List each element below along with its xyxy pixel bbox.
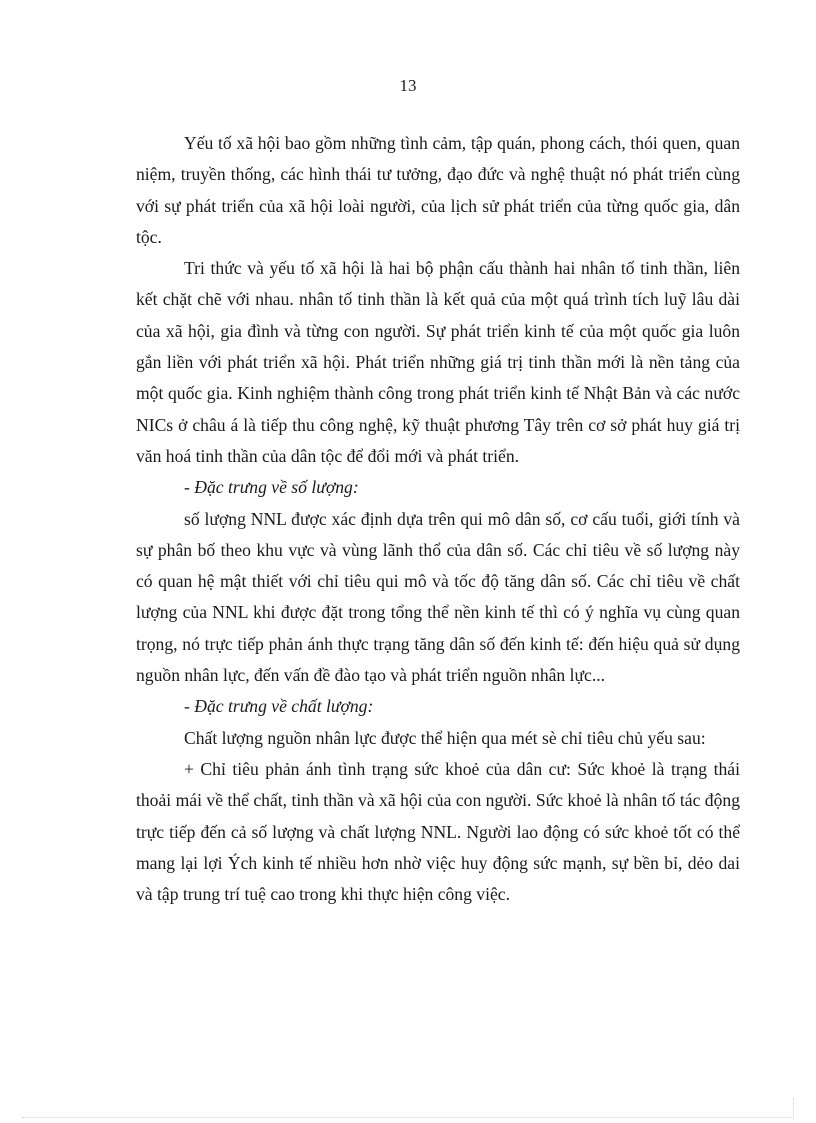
paragraph-health-indicator: + Chỉ tiêu phản ánh tình trạng sức khoẻ của dân cư: Sức khoẻ là trạng thái thoải mái về thể chất, tinh thần và xã hội của con người. Sức khoẻ là nhân tố tác động trực tiếp đến cả số lượng và chất lượng NNL. Người lao động có sức khoẻ tốt có thể mang lại lợi Ých kinh tế nhiều hơn nhờ việc huy động sức mạnh, sự bền bỉ, dẻo dai và tập trung trí tuệ cao trong khi thực hiện công việc. — [136, 758, 740, 905]
paragraph-quality-intro: Chất lượng nguồn nhân lực được thể hiện qua mét sè chỉ tiêu chủ yếu sau: — [184, 727, 706, 748]
subheading-quantity: - Đặc trưng về số lượng: — [184, 477, 359, 498]
page-corner-border — [793, 1098, 794, 1120]
paragraph-quantity: số lượng NNL được xác định dựa trên qui mô dân số, cơ cấu tuổi, giới tính và sự phân bố theo khu vực và vùng lãnh thổ của dân số. Các chỉ tiêu về số lượng này có quan hệ mật thiết với chỉ tiêu qui mô và tốc độ tăng dân số. Các chỉ tiêu về chất lượng của NNL khi được đặt trong tổng thể nền kinh tế thì có ý nghĩa vụ cùng quan trọng, nó trực tiếp phản ánh thực trạng tăng dân số đến kinh tế: đến hiệu quả sử dụng nguồn nhân lực, đến vấn đề đào tạo và phát triển nguồn nhân lực... — [136, 508, 740, 686]
page-bottom-border — [22, 1117, 794, 1118]
document-body — [136, 128, 740, 910]
subheading-quality: - Đặc trưng về chất lượng: — [184, 696, 374, 717]
page-number: 13 — [399, 76, 417, 95]
paragraph-social-factors: Yếu tố xã hội bao gồm những tình cảm, tập quán, phong cách, thói quen, quan niệm, truyền thống, các hình thái tư tưởng, đạo đức và nghệ thuật nó phát triển cùng với sự phát triển của xã hội loài người, của lịch sử phát triển của từng quốc gia, dân tộc. — [136, 133, 740, 247]
paragraph-knowledge-and-society: Tri thức và yếu tố xã hội là hai bộ phận cấu thành hai nhân tố tinh thần, liên kết chặt chẽ với nhau. nhân tố tinh thần là kết quả của một quá trình tích luỹ lâu dài của xã hội, gia đình và từng con người. Sự phát triển kinh tế của một quốc gia luôn gắn liền với phát triển xã hội. Phát triển những giá trị tinh thần mới là nền tảng của một quốc gia. Kinh nghiệm thành công trong phát triển kinh tế Nhật Bản và các nước NICs ở châu á là tiếp thu công nghệ, kỹ thuật phương Tây trên cơ sở phát huy giá trị văn hoá tinh thần của dân tộc để đổi mới và phát triển. — [136, 258, 740, 466]
